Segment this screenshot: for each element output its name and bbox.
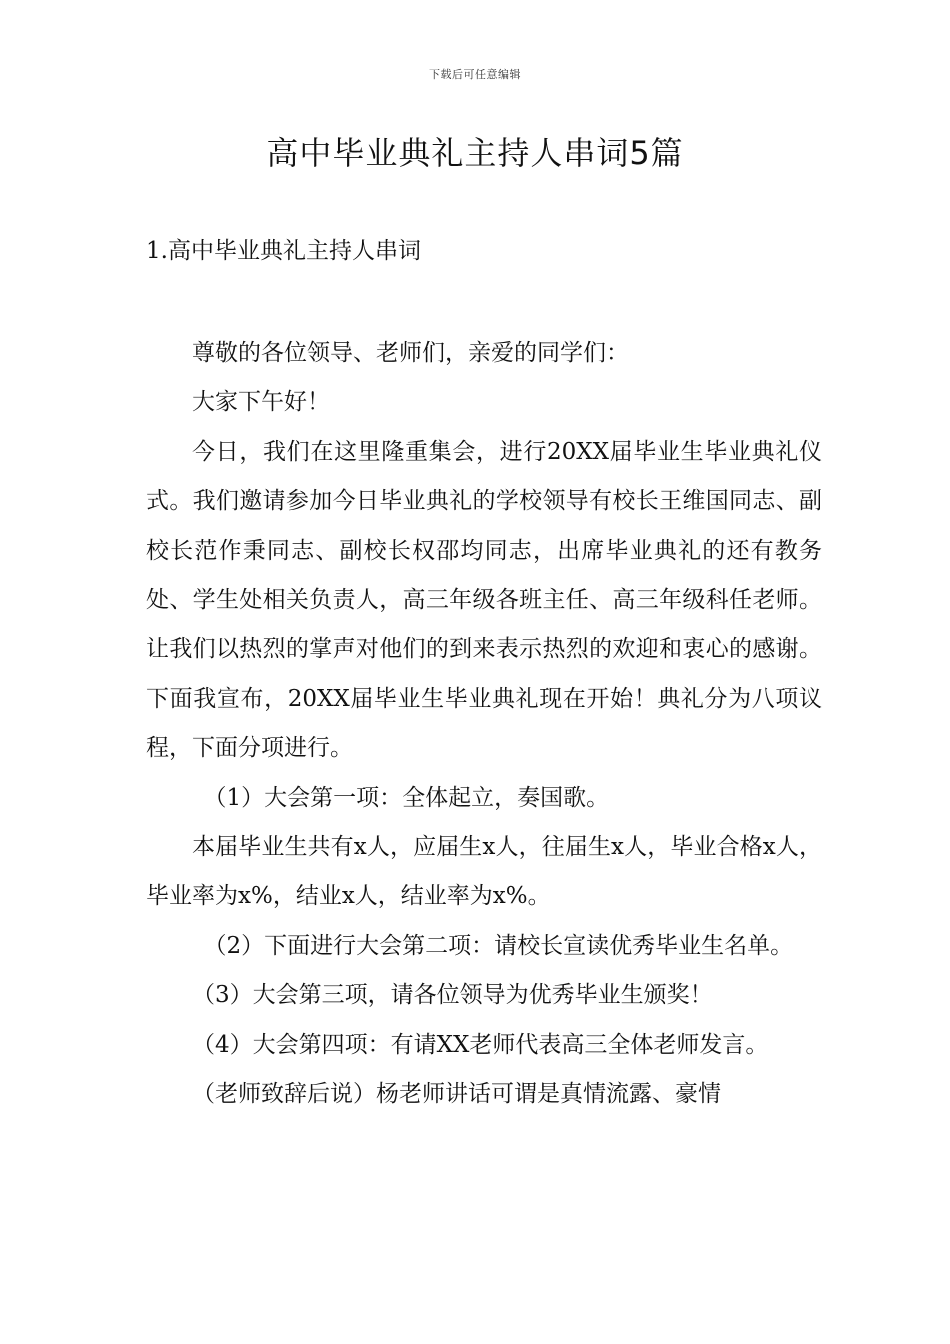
paragraph-item-3: （3）大会第三项，请各位领导为优秀毕业生颁奖！ [192, 982, 713, 1009]
header-note: 下载后可任意编辑 [429, 68, 521, 81]
section-heading: 1.高中毕业典礼主持人串词 [146, 238, 421, 264]
paragraph-teacher-remark: （老师致辞后说）杨老师讲话可谓是真情流露、豪情 [192, 1081, 721, 1108]
paragraph-greeting: 大家下午好！ [192, 389, 330, 416]
paragraph-item-2: （2）下面进行大会第二项：请校长宣读优秀毕业生名单。 [203, 932, 794, 959]
paragraph-opening: 今日，我们在这里隆重集会，进行20XX届毕业生毕业典礼仪式。我们邀请参加今日毕业典礼的学校领导有校长王维国同志、副校长范作秉同志、副校长权邵均同志，出席毕业典礼的还有教务处、学生处相关负责人，高三年级各班主任、高三年级科任老师。让我们以热烈的掌声对他们的到来表示热烈的欢迎和衷心的感谢。下面我宣布，20XX届毕业生毕业典礼现在开始！典礼分为八项议程，下面分项进行。 [146, 438, 822, 762]
document-body [146, 329, 822, 1120]
paragraph-salutation: 尊敬的各位领导、老师们，亲爱的同学们： [192, 340, 629, 366]
paragraph-statistics: 本届毕业生共有x人，应届生x人，往届生x人，毕业合格x人，毕业率为x%，结业x人，结业率为x%。 [146, 834, 822, 910]
paragraph-item-1: （1）大会第一项：全体起立，奏国歌。 [203, 784, 610, 811]
document-title: 高中毕业典礼主持人串词5篇 [266, 134, 684, 172]
paragraph-item-4: （4）大会第四项：有请XX老师代表高三全体老师发言。 [192, 1031, 769, 1058]
